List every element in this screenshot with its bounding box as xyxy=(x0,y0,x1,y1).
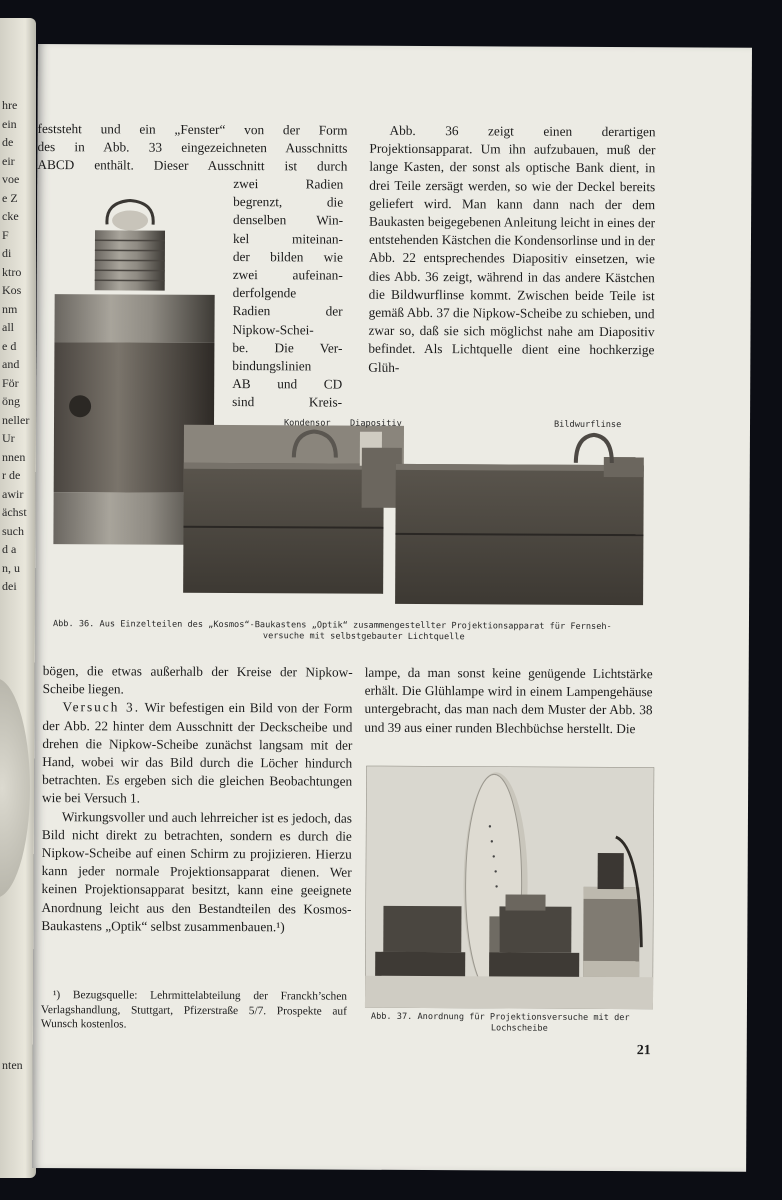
paragraph: lampe, da man sonst keine genügende Lichtstärke erhält. Die Glühlampe wird in einem Lampengehäuse untergebracht, das man nach dem Muster der Abb. 38 und 39 aus einer runden Blechbüchse herstellt. Die xyxy=(364,664,653,736)
left-page-text-fragment: cke xyxy=(2,209,19,223)
left-page-text-fragment: and xyxy=(2,357,20,371)
left-page-text-fragment: eir xyxy=(2,153,15,168)
left-page-text-fragment: ächst xyxy=(2,505,27,519)
caption-line: Abb. 36. Aus Einzelteilen des „Kosmos“-Baukastens „Optik“ zusammengestellter Projektionsapparat für Fernseh- xyxy=(52,619,612,633)
left-page-text-fragment: r de xyxy=(2,468,21,482)
left-page-text-fragment: neller xyxy=(2,412,30,427)
caption-line: versuche mit selbstgebauter Lichtquelle xyxy=(262,631,465,643)
left-page-text-fragment: ktro xyxy=(2,264,22,279)
left-page-text-fragment: Ur xyxy=(2,431,15,445)
left-page-text-fragment: För xyxy=(2,375,19,390)
wrapped-text-line: sind Kreis- xyxy=(232,394,343,410)
left-page-text-fragment: nm xyxy=(2,301,18,316)
left-page-text-fragment: e Z xyxy=(2,190,18,205)
wrapped-text-line: AB und CD xyxy=(232,376,343,392)
wrapped-text-line: denselben Win- xyxy=(233,212,344,228)
label-kondensor: Kondensor xyxy=(283,418,331,429)
left-bottom-text xyxy=(41,662,352,937)
left-page-text-fragment: öng xyxy=(2,394,20,408)
versuch-label: Versuch 3. xyxy=(62,699,141,715)
footnote-text: ¹) Bezugsquelle: Lehrmittelabteilung der Franckh’schen Verlagshandlung, Stuttgart, Pfizerstraße 5/7. Prospekte auf Wunsch kostenlos. xyxy=(40,989,348,1031)
wrapped-text-line: derfolgende xyxy=(232,285,297,301)
text-line: feststeht und ein „Fenster“ von der Form xyxy=(37,120,348,138)
page-number: 21 xyxy=(636,1043,651,1059)
left-page-text-fragment: all xyxy=(2,320,14,334)
right-bottom-text xyxy=(364,664,652,738)
left-page-text-fragment: awir xyxy=(2,486,24,501)
figure-37-photo xyxy=(365,766,654,1010)
left-page-text-fragment: ein xyxy=(2,116,17,131)
wrapped-text-line: der bilden wie xyxy=(232,248,343,265)
wrapped-text-line: zwei aufeinan- xyxy=(232,267,343,283)
figure-36-photo xyxy=(43,194,655,607)
text-line: ABCD enthält. Dieser Ausschnitt ist durch xyxy=(37,157,348,175)
left-page-disc-image xyxy=(0,678,30,898)
wrapped-text-line: be. Die Ver- xyxy=(232,339,343,356)
left-page-text-fragment: nten xyxy=(2,1058,23,1072)
left-page-text-fragment: hre xyxy=(2,98,18,112)
left-page-text-fragment: such xyxy=(2,523,24,538)
paragraph xyxy=(42,698,353,809)
paragraph: Wirkungsvoller und auch lehrreicher ist es jedoch, das Bild nicht direkt zu betrachten, sondern es durch die Nipkow-Scheibe auf einen Schirm zu projizieren. Hierzu kann jeder normale Projektionsapparat dienen. Wer keinen Projektionsapparat besitzt, kann eine geeignete Anordnung leicht aus den Bestandteilen des Kosmos-Baukastens „Optik“ selbst zusammenbauen.¹) xyxy=(41,808,352,935)
wrapped-text-line: Nipkow-Schei- xyxy=(232,321,314,338)
wrapped-text-line: kel miteinan- xyxy=(232,230,344,247)
wrapped-text-line: zwei Radien xyxy=(233,176,344,192)
text-line: des in Abb. 33 eingezeichneten Ausschnitts xyxy=(37,139,348,156)
wrapped-text-line: bindungslinien xyxy=(232,358,312,374)
paragraph-text: Wir befestigen ein Bild von der Form der Abb. 22 hinter dem Ausschnitt der Deckscheibe und drehen die Nipkow-Scheibe zunächst langsam mit der Hand, wobei wir das Bild durch die Löcher hindurch betrachten. Es ergeben sich die gleichen Beobachtungen wie bei Versuch 1. xyxy=(42,699,353,806)
caption-line: Abb. 37. Anordnung für Projektionsversuche mit der xyxy=(370,1011,630,1024)
left-page-text-fragment: F xyxy=(2,227,9,242)
paragraph: bögen, die etwas außerhalb der Kreise der Nipkow-Scheibe liegen. xyxy=(42,663,353,697)
left-page-text-fragment: di xyxy=(2,246,12,260)
left-page-text-fragment: e d xyxy=(2,338,17,353)
figure-36-caption xyxy=(53,619,653,644)
left-page-text-fragment: nnen xyxy=(2,449,26,464)
wrapped-text-line: Radien der xyxy=(232,303,343,319)
figure-37-caption xyxy=(371,1012,655,1035)
left-page-text-fragment: d a xyxy=(2,542,17,556)
wrapped-text-line: begrenzt, die xyxy=(233,194,344,210)
left-page-text-fragment: Kos xyxy=(2,283,22,297)
left-page-text-fragment: de xyxy=(2,135,14,149)
left-page-text-fragment: voe xyxy=(2,172,20,186)
label-diapositiv: Diapositiv xyxy=(349,418,402,429)
left-page-text-fragment: dei xyxy=(2,579,17,593)
left-page-edge xyxy=(0,18,36,1178)
paragraph: Abb. 36 zeigt einen derartigen Projektionsapparat. Um ihn aufzubauen, muß der lange Kasten, der sonst als optische Bank dient, in drei Teile zersägt werden, so wie der Deckel bereits geliefert wird. Man kann dann nach der dem Baukasten beigegebenen Anleitung leicht in eines der entstehenden Kästchen die Kondensorlinse und in der Abb. 22 entsprechendes Diapositiv einsetzen, wie dies Abb. 36 zeigt, während in das andere Kästchen die Bildwurflinse kommt. Zwischen beide Teile ist gemäß Abb. 37 die Nipkow-Scheibe zu schieben, und zwar so, daß sie sich möglichst nahe am Diapositiv befindet. Als Lichtquelle dient eine hochkerzige Glüh- xyxy=(368,122,656,375)
left-page-text-fragment: n, u xyxy=(2,560,20,575)
caption-line: Lochscheibe xyxy=(490,1023,548,1034)
footnote xyxy=(41,988,347,1033)
book-page xyxy=(32,44,752,1172)
label-bildwurflinse: Bildwurflinse xyxy=(553,419,622,431)
top-left-text xyxy=(37,120,347,176)
